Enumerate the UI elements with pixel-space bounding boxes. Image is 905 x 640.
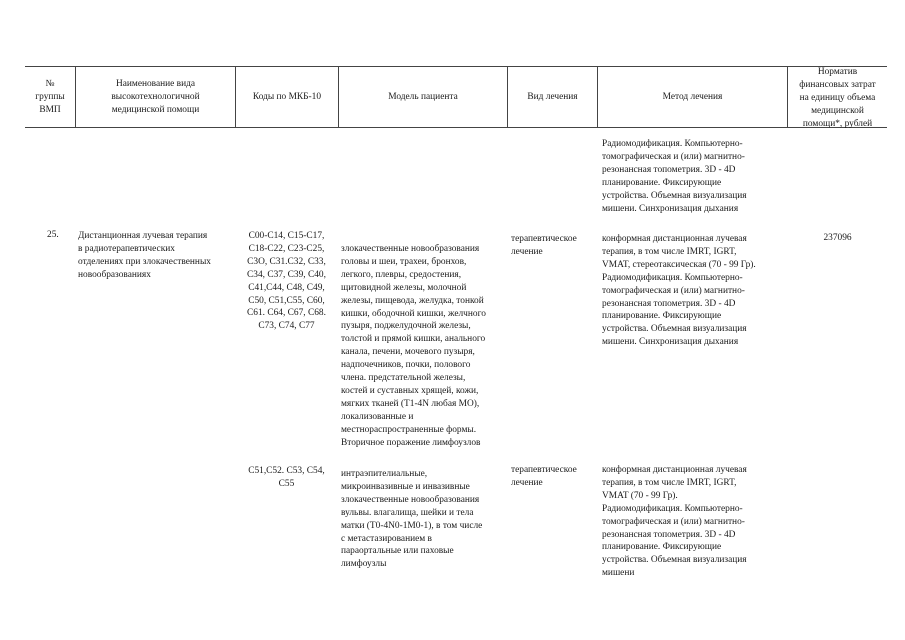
column-divider (597, 66, 598, 127)
column-divider (787, 66, 788, 127)
header-treatment-method: Метод лечения (662, 92, 723, 102)
entry-treatment-type: терапевтическое лечение (511, 465, 577, 488)
header-top-border (25, 66, 887, 67)
entry-treatment-method: конформная дистанционная лучевая терапия, в том числе IMRT, IGRT, VMAT, стереотаксическая (70 - 99 Гр). Радиомодификация. Компьютерно- томографическая и (или) магнитно- резонансная топометрия. 3D - 4D планирование. Фиксирующие устройства. Объемная визуализация мишени. Синхронизация дыхания (602, 234, 756, 348)
header-group-number: № группы ВМП (35, 79, 65, 115)
header-care-name: Наименование вида высокотехнологичной медицинской помощи (111, 79, 200, 115)
column-divider (235, 66, 236, 127)
column-divider (75, 66, 76, 127)
header-patient-model: Модель пациента (388, 92, 458, 102)
header-treatment-type: Вид лечения (527, 92, 578, 102)
column-divider (338, 66, 339, 127)
entry-treatment-type: терапевтическое лечение (511, 234, 577, 257)
row-care-name: Дистанционная лучевая терапия в радиотерапевтических отделениях при злокачественных новообразованиях (78, 231, 211, 280)
entry-patient-model: злокачественные новообразования головы и шеи, трахеи, бронхов, легкого, плевры, средостения, щитовидной железы, молочной железы, пищевода, желудка, тонкой кишки, ободочной кишки, желчного пузыря, поджелудочной железы, толстой и прямой кишки, анального канала, печени, мочевого пузыря, надпочечников, почки, полового члена. предстательной железы, костей и суставных хрящей, кожи, мягких тканей (T1-4N любая MO), локализованные и местнораспространенные формы. Вторичное поражение лимфоузлов (341, 244, 486, 448)
row-cost: 237096 (823, 233, 852, 243)
row-group-number: 25. (47, 230, 59, 240)
entry-patient-model: интраэпителиальные, микроинвазивные и инвазивные злокачественные новообразования вульвы. влагалища, шейки и тела матки (T0-4N0-1M0-1), в том числе с метастазированием в параортальные или паховые лимфоузлы (341, 469, 483, 570)
entry-icd-codes: C00-C14, C15-C17, C18-C22, C23-C25, C3O, C31.C32, C33, C34, C37, C39, C40, C41,C44, C48, C49, C50, C51,C55, C60, C61. C64, C67, C68. C73, C74, C77 (247, 231, 326, 332)
header-cost-standard: Норматив финансовых затрат на единицу объема медицинской помощи*, рублей (799, 67, 876, 129)
continuation-treatment-method: Радиомодификация. Компьютерно- томографическая и (или) магнитно- резонансная топометрия. 3D - 4D планирование. Фиксирующие устройства. Объемная визуализация мишени. Синхронизация дыхания (602, 139, 747, 214)
header-icd-codes: Коды по МКБ-10 (252, 92, 322, 102)
column-divider (507, 66, 508, 127)
entry-icd-codes: C51,C52. C53, C54, C55 (248, 466, 325, 489)
entry-treatment-method: конформная дистанционная лучевая терапия, в том числе IMRT, IGRT, VMAT (70 - 99 Гр). Радиомодификация. Компьютерно- томографическая и (или) магнитно- резонансная топометрия. 3D - 4D планирование. Фиксирующие устройства. Объемная визуализация мишени (602, 465, 747, 579)
header-bottom-border (25, 127, 887, 128)
